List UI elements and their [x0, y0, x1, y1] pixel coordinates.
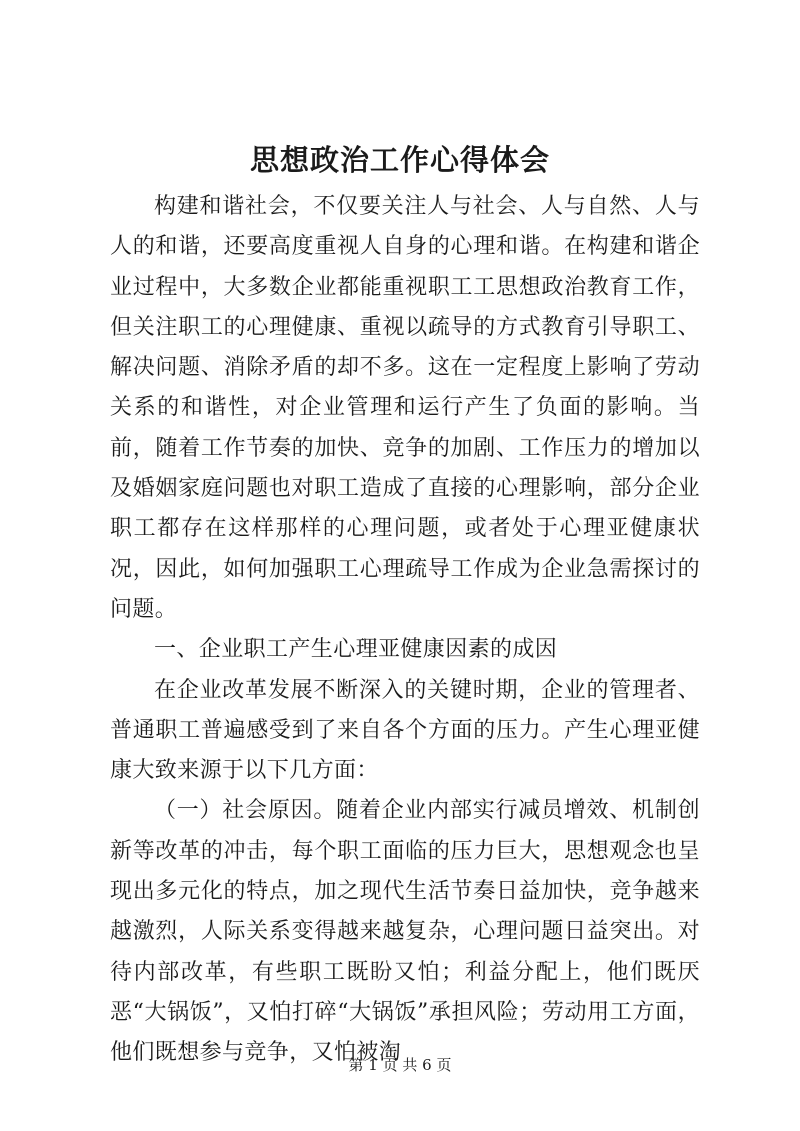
body-paragraph: 在企业改革发展不断深入的关键时期，企业的管理者、普通职工普遍感受到了来自各个方面的压力。产生心理亚健康大致来源于以下几方面： [110, 677, 700, 784]
body-paragraph: （一）社会原因。随着企业内部实行减员增效、机制创新等改革的冲击，每个职工面临的压力巨大，思想观念也呈现出多元化的特点，加之现代生活节奏日益加快，竞争越来越激烈，人际关系变得越来越复杂，心理问题日益突出。对待内部改革，有些职工既盼又怕；利益分配上，他们既厌恶“大锅饭”，又怕打碎“大锅饭”承担风险；劳动用工方面，他们既想参与竞争，又怕被淘 [110, 798, 700, 1066]
document-body [110, 187, 700, 1074]
section-heading: 一、企业职工产生心理亚健康因素的成因 [154, 637, 558, 663]
document-title: 思想政治工作心得体会 [249, 143, 550, 177]
page-number-footer: 第 1 页 共 6 页 [348, 1056, 452, 1074]
intro-paragraph: 构建和谐社会，不仅要关注人与社会、人与自然、人与人的和谐，还要高度重视人自身的心理和谐。在构建和谐企业过程中，大多数企业都能重视职工工思想政治教育工作，但关注职工的心理健康、重视以疏导的方式教育引导职工、解决问题、消除矛盾的却不多。这在一定程度上影响了劳动关系的和谐性，对企业管理和运行产生了负面的影响。当前，随着工作节奏的加快、竞争的加剧、工作压力的增加以及婚姻家庭问题也对职工造成了直接的心理影响，部分企业职工都存在这样那样的心理问题，或者处于心理亚健康状况，因此，如何加强职工心理疏导工作成为企业急需探讨的问题。 [110, 194, 700, 622]
